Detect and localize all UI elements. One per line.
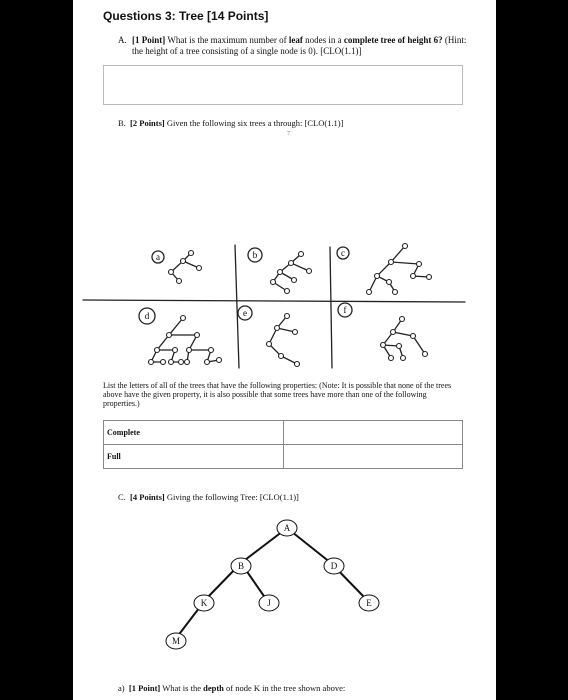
label-e-text: e <box>243 308 247 318</box>
question-title: Questions 3: Tree [14 Points] <box>103 9 269 23</box>
label-d-text: d <box>144 311 150 321</box>
part-c-a-text-2: of node K in the tree shown above: <box>226 683 346 693</box>
node-a <box>277 520 297 536</box>
part-a-answer-box[interactable] <box>103 65 463 105</box>
node-d <box>324 558 344 574</box>
part-c-question <box>118 492 299 502</box>
part-c-a-bold: depth <box>203 683 224 693</box>
node-k-label: K <box>200 598 208 608</box>
part-a-bold-2: complete tree of height 6? <box>343 35 443 45</box>
label-b-text: b <box>252 250 258 260</box>
part-a-bold-1: leaf <box>288 35 303 45</box>
part-c-a-letter: a) <box>118 683 125 693</box>
node-m-label: M <box>171 636 181 646</box>
document-page <box>73 0 496 700</box>
node-j-label: J <box>267 598 271 608</box>
part-a-points: [1 Point] <box>132 35 166 45</box>
part-c-points: [4 Points] <box>130 492 165 502</box>
part-c-letter: C. <box>118 492 126 502</box>
part-a-text-3: (Hint: the height of a tree consisting of a single node is 0). [CLO(1.1)] <box>132 35 467 56</box>
label-c-text: c <box>341 248 345 258</box>
six-trees-figure <box>73 150 496 375</box>
property-answer-complete[interactable] <box>283 421 463 445</box>
label-f-text: f <box>343 305 347 315</box>
node-b <box>231 558 251 574</box>
part-c-a-text-1: What is the <box>162 683 201 693</box>
given-tree-figure <box>73 510 496 660</box>
part-c-a-points: [1 Point] <box>128 683 161 693</box>
property-answer-full[interactable] <box>283 445 463 469</box>
table-row <box>104 421 463 445</box>
node-b-label: B <box>237 561 245 571</box>
properties-table <box>103 420 463 469</box>
part-a-text <box>132 35 477 57</box>
part-b-text: Given the following six trees a through: [CLO(1.1)] <box>166 118 344 128</box>
part-b-question <box>118 118 343 128</box>
node-d-label: D <box>330 561 338 571</box>
node-e-label: E <box>366 598 372 608</box>
node-e <box>359 595 379 611</box>
property-label-complete: Complete <box>104 421 284 445</box>
part-a-text-2: nodes in a <box>305 35 342 45</box>
part-c-text: Giving the following Tree: [CLO(1.1)] <box>166 492 299 502</box>
label-a-text: a <box>156 252 160 262</box>
part-b-points: [2 Points] <box>130 118 165 128</box>
part-c-a-question <box>118 683 345 693</box>
node-a-label: A <box>283 523 291 533</box>
part-a-letter: A. <box>118 35 127 45</box>
node-j <box>259 595 279 611</box>
part-b-note: List the letters of all of the trees that have the following properties: (Note: It is possible that none of the trees above have the given property, it is also possible that some trees have more than one of the following properties.) <box>103 381 452 408</box>
node-k <box>194 595 214 611</box>
node-m <box>166 633 186 649</box>
table-row <box>104 445 463 469</box>
page-number: 7 <box>287 131 290 137</box>
property-label-full: Full <box>104 445 284 469</box>
part-a-text-1: What is the maximum number of <box>167 35 287 45</box>
part-b-letter: B. <box>118 118 126 128</box>
